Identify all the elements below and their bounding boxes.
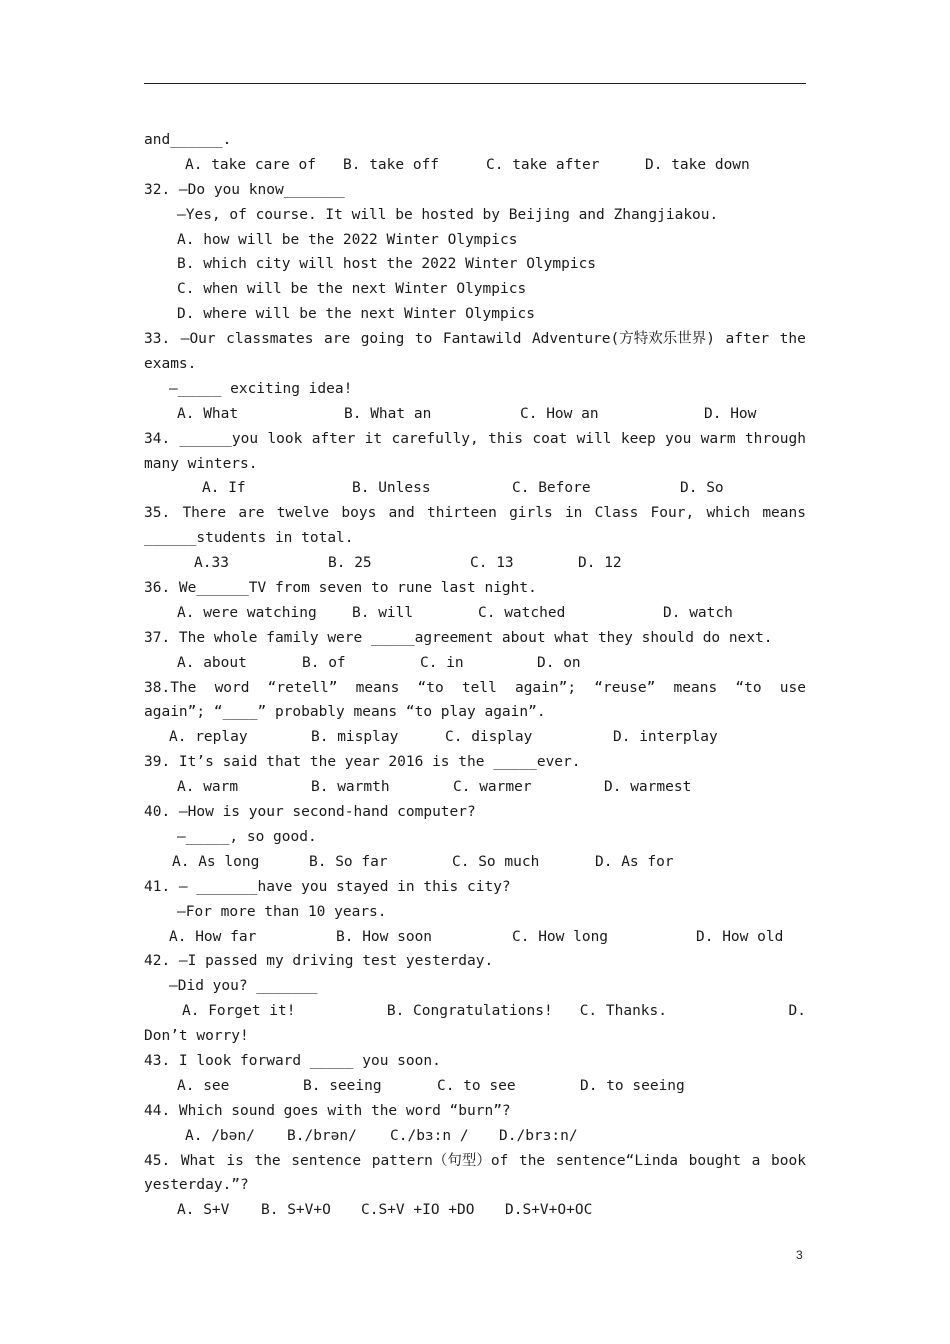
- word: boys: [341, 505, 377, 522]
- answer-option: C. How an: [520, 405, 599, 422]
- word: “reuse”: [594, 679, 656, 696]
- answer-option: A. How far: [169, 928, 257, 945]
- word: 34.: [144, 430, 171, 447]
- answer-option: C. So much: [452, 853, 540, 870]
- answer-option: C. to see: [437, 1077, 516, 1094]
- answer-option: B. Congratulations!: [386, 1003, 553, 1020]
- text-line: —_____, so good.: [177, 828, 317, 845]
- text-line: Don’t worry!: [144, 1028, 249, 1045]
- answer-option: B. Unless: [352, 480, 431, 497]
- answer-option: A. What: [177, 405, 239, 422]
- answer-option: C. Before: [512, 480, 591, 497]
- answer-option: B. warmth: [311, 779, 390, 796]
- answer-options: [144, 601, 806, 626]
- text-line: 39. It’s said that the year 2016 is the _____ever.: [144, 754, 581, 771]
- word: a: [751, 1152, 761, 1169]
- answer-option: D. So: [680, 480, 724, 497]
- answer-option: A. warm: [177, 779, 239, 796]
- word: keep: [620, 430, 656, 447]
- answer-option: D.: [788, 1003, 806, 1020]
- text-line: B. which city will host the 2022 Winter Olympics: [177, 256, 597, 273]
- answer-option: D. to seeing: [580, 1077, 685, 1094]
- text-line: [144, 501, 806, 526]
- answer-option: A. S+V: [177, 1202, 230, 1219]
- word: “retell”: [267, 679, 338, 696]
- word: means: [355, 679, 400, 696]
- answer-option: A. take care of: [185, 156, 316, 173]
- answer-option: C. display: [445, 729, 533, 746]
- word: Class: [594, 505, 639, 522]
- word: carefully,: [391, 430, 479, 447]
- word: it: [364, 430, 383, 447]
- answer-option: D. interplay: [613, 729, 718, 746]
- text-line: —For more than 10 years.: [177, 903, 387, 920]
- word: tell: [461, 679, 497, 696]
- answer-option: B. So far: [309, 853, 388, 870]
- word: through: [744, 430, 806, 447]
- word: —Our: [180, 331, 216, 348]
- header-rule: [144, 83, 806, 84]
- word: after: [725, 331, 770, 348]
- word: 45.: [144, 1152, 171, 1169]
- text-line: A. how will be the 2022 Winter Olympics: [177, 231, 518, 248]
- text-line: [144, 1149, 806, 1174]
- word: twelve: [276, 505, 330, 522]
- word: Adventure(方特欢乐世界): [531, 331, 715, 348]
- answer-options: [144, 725, 806, 750]
- answer-option: A. see: [177, 1077, 230, 1094]
- text-line: 44. Which sound goes with the word “burn”?: [144, 1102, 511, 1119]
- word: bought: [688, 1152, 742, 1169]
- word: There: [182, 505, 227, 522]
- answer-option: D. How old: [696, 928, 784, 945]
- answer-option: D. warmest: [604, 779, 692, 796]
- text-line: exams.: [144, 356, 197, 373]
- answer-options: [144, 1198, 806, 1223]
- word: “to: [735, 679, 762, 696]
- word: the: [779, 331, 806, 348]
- word: What: [180, 1152, 216, 1169]
- answer-option: B. will: [352, 604, 414, 621]
- answer-options: [144, 1124, 806, 1149]
- word: word: [214, 679, 250, 696]
- question-list: [144, 128, 806, 1223]
- answer-option: D. As for: [595, 853, 674, 870]
- word: the: [254, 1152, 281, 1169]
- text-line: 36. We______TV from seven to rune last night.: [144, 580, 537, 597]
- answer-option: C. take after: [486, 156, 600, 173]
- answer-option: D. on: [537, 654, 581, 671]
- answer-option: B. 25: [328, 555, 372, 572]
- word: this: [488, 430, 524, 447]
- answer-option: A. replay: [169, 729, 248, 746]
- word: and: [388, 505, 415, 522]
- answer-option: A. Forget it!: [182, 1003, 296, 1020]
- word: you: [665, 430, 692, 447]
- answer-option: D. 12: [578, 555, 622, 572]
- answer-option: C. in: [420, 654, 464, 671]
- word: ______you: [179, 430, 259, 447]
- word: warm: [700, 430, 736, 447]
- text-line: ______students in total.: [144, 530, 354, 547]
- text-line: 41. — _______have you stayed in this city?: [144, 878, 511, 895]
- answer-options: [144, 551, 806, 576]
- word: going: [360, 331, 405, 348]
- page-number: 3: [796, 1248, 803, 1262]
- answer-options: [144, 999, 806, 1024]
- word: to: [414, 331, 433, 348]
- word: 38.The: [144, 679, 197, 696]
- text-line: —Yes, of course. It will be hosted by Beijing and Zhangjiakou.: [177, 206, 719, 223]
- text-line: [144, 676, 806, 701]
- text-line: C. when will be the next Winter Olympics: [177, 281, 527, 298]
- word: sentence: [291, 1152, 362, 1169]
- answer-option: C.S+V +IO +DO: [361, 1202, 475, 1219]
- answer-option: A. /bən/: [185, 1127, 255, 1144]
- text-line: 42. —I passed my driving test yesterday.: [144, 953, 494, 970]
- word: Fantawild: [442, 331, 522, 348]
- answer-options: [144, 651, 806, 676]
- text-line: 32. —Do you know_______: [144, 181, 345, 198]
- word: means: [762, 505, 806, 522]
- answer-option: B. take off: [343, 156, 440, 173]
- answer-option: C. Thanks.: [579, 1003, 667, 1020]
- word: are: [238, 505, 265, 522]
- answer-option: C. How long: [512, 928, 609, 945]
- word: look: [267, 430, 303, 447]
- word: Four,: [650, 505, 695, 522]
- text-line: [144, 327, 806, 352]
- answer-option: D.S+V+O+OC: [505, 1202, 593, 1219]
- answer-option: B. How soon: [336, 928, 433, 945]
- text-line: D. where will be the next Winter Olympics: [177, 306, 535, 323]
- answer-option: C. warmer: [453, 779, 532, 796]
- text-line: 43. I look forward _____ you soon.: [144, 1052, 441, 1069]
- text-line: yesterday.”?: [144, 1177, 249, 1194]
- word: classmates: [226, 331, 314, 348]
- word: which: [706, 505, 751, 522]
- answer-option: C. watched: [478, 604, 566, 621]
- text-line: —_____ exciting idea!: [169, 380, 353, 397]
- answer-options: [144, 775, 806, 800]
- word: “to: [417, 679, 444, 696]
- word: coat: [532, 430, 568, 447]
- answer-option: B. misplay: [311, 729, 399, 746]
- answer-options: [144, 925, 806, 950]
- answer-option: A. If: [202, 480, 246, 497]
- text-line: [144, 427, 806, 452]
- answer-option: D. watch: [663, 604, 733, 621]
- word: is: [226, 1152, 244, 1169]
- answer-option: A. As long: [172, 853, 260, 870]
- answer-option: C./bɜ:n /: [390, 1127, 469, 1144]
- answer-option: D. take down: [645, 156, 750, 173]
- answer-option: A. were watching: [177, 604, 317, 621]
- text-line: 40. —How is your second-hand computer?: [144, 804, 476, 821]
- word: pattern（句型）of: [371, 1152, 509, 1169]
- answer-option: A. about: [177, 654, 247, 671]
- word: book: [771, 1152, 806, 1169]
- word: means: [673, 679, 718, 696]
- text-line: many winters.: [144, 455, 258, 472]
- word: the: [518, 1152, 546, 1169]
- answer-option: D./brɜ:n/: [499, 1127, 578, 1144]
- word: thirteen: [426, 505, 497, 522]
- word: sentence“Linda: [555, 1152, 679, 1169]
- word: use: [779, 679, 806, 696]
- answer-options: [144, 402, 806, 427]
- answer-option: B. seeing: [303, 1077, 382, 1094]
- word: are: [323, 331, 351, 348]
- word: in: [564, 505, 583, 522]
- text-line: 37. The whole family were _____agreement about what they should do next.: [144, 629, 773, 646]
- answer-option: B. of: [302, 654, 346, 671]
- answer-option: D. How: [704, 405, 757, 422]
- word: after: [311, 430, 356, 447]
- answer-options: [144, 476, 806, 501]
- answer-option: A.33: [194, 555, 229, 572]
- word: 35.: [144, 505, 171, 522]
- text-line: —Did you? _______: [169, 978, 318, 995]
- word: will: [576, 430, 612, 447]
- answer-option: B. S+V+O: [261, 1202, 331, 1219]
- answer-option: C. 13: [470, 555, 514, 572]
- word: again”;: [514, 679, 577, 696]
- answer-option: B. What an: [344, 405, 432, 422]
- word: 33.: [144, 331, 171, 348]
- answer-options: [144, 153, 806, 178]
- text-line: and______.: [144, 132, 232, 148]
- answer-options: [144, 850, 806, 875]
- answer-option: B./brən/: [287, 1127, 357, 1144]
- text-line: again”; “____” probably means “to play again”.: [144, 704, 546, 721]
- word: girls: [509, 505, 553, 522]
- answer-options: [144, 1074, 806, 1099]
